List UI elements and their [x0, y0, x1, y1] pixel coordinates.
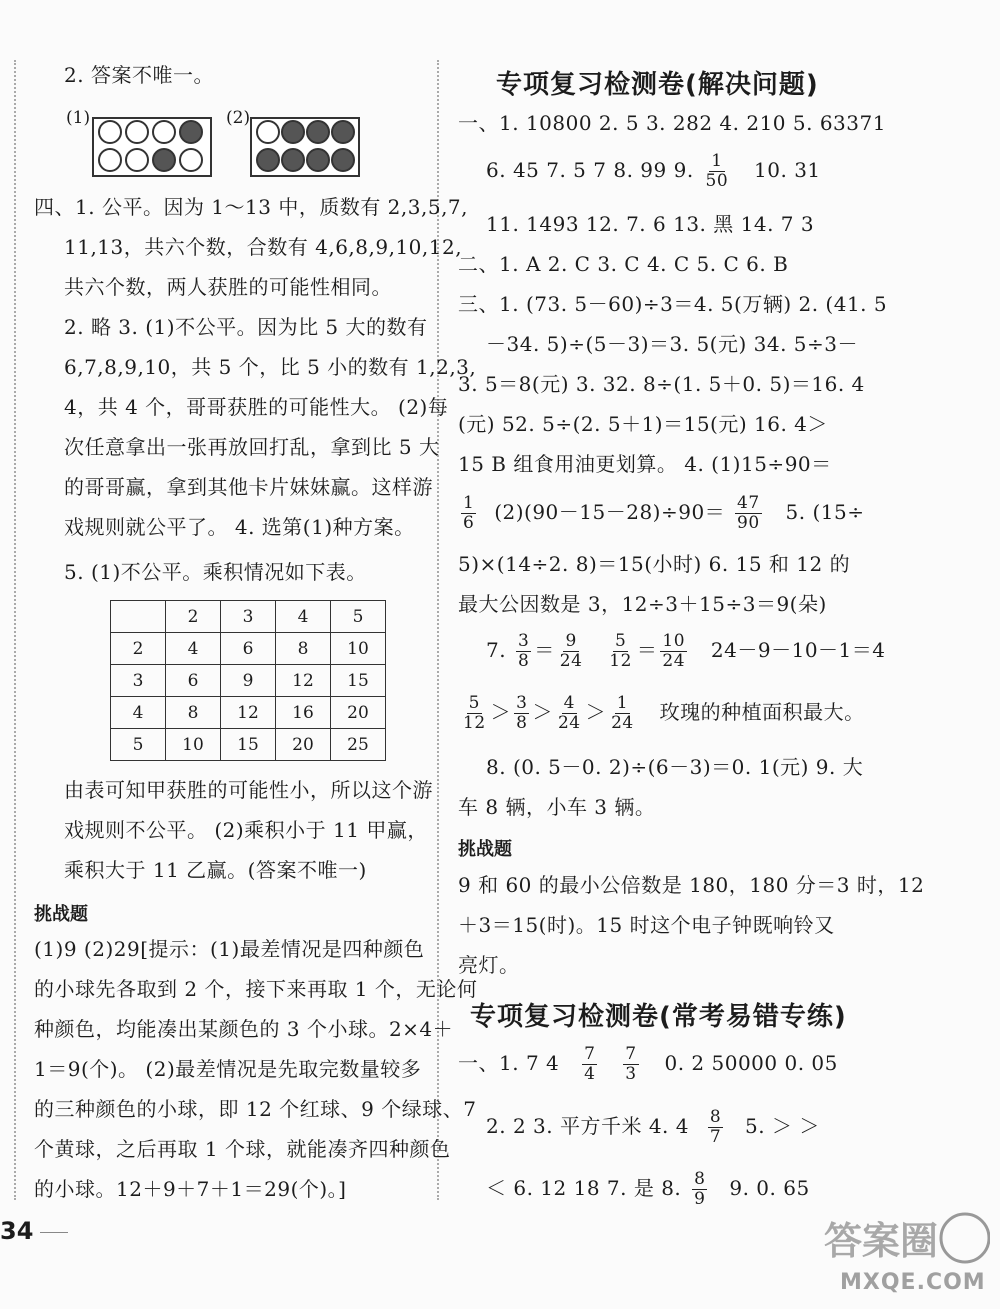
r-line-15: 8. (0. 5－0. 2)÷(6－3)＝0. 1(元) 9. 大 [486, 755, 864, 779]
fraction: $\frac{3}{8}$ [517, 631, 530, 671]
table-cell: 2 [111, 633, 166, 665]
svg-text:答案圈: 答案圈 [824, 1219, 939, 1263]
e2-text-b: 5. ＞ ＞ [745, 1114, 820, 1138]
section-4-line-10: 5. (1)不公平。乘积情况如下表。 [64, 560, 367, 584]
table-row [111, 697, 386, 729]
e1-text-b: 0. 2 50000 0. 05 [664, 1051, 838, 1075]
fraction: $\frac{3}{8}$ [516, 693, 528, 733]
challenge-line-3: 种颜色，均能凑出某颜色的 3 个小球。2×4＋ [34, 1017, 454, 1041]
fraction: $\frac{1}{6}$ [463, 493, 475, 533]
table-row [111, 665, 386, 697]
r-line-16: 车 8 辆，小车 3 辆。 [458, 795, 656, 819]
section-4-line-9: 戏规则就公平了。 4. 选第(1)种方案。 [64, 515, 415, 539]
white-ball [98, 120, 122, 144]
white-ball [125, 120, 149, 144]
table-cell: 8 [166, 697, 221, 729]
e-line-3 [486, 1170, 810, 1209]
e3-text-a: ＜ 6. 12 18 7. 是 8. [486, 1176, 682, 1200]
fraction: $\frac{7}{4}$ [584, 1044, 596, 1084]
section-title-problem-solving: 专项复习检测卷(解决问题) [496, 70, 819, 100]
white-ball [179, 148, 203, 172]
r2-text-a: 6. 45 7. 5 7 8. 99 9. [486, 158, 694, 182]
table-conclusion-3: 乘积大于 11 乙赢。(答案不唯一) [64, 858, 367, 882]
table-cell: 4 [111, 697, 166, 729]
black-ball [281, 120, 305, 144]
section-4-line-6: 4，共 4 个，哥哥获胜的可能性大。 (2)每 [64, 395, 449, 419]
page-number: 34 [0, 1217, 34, 1245]
r13-lead: 7. [486, 638, 507, 662]
product-table [110, 600, 386, 761]
fraction: $\frac{4}{24}$ [557, 693, 581, 733]
table-cell: 5 [111, 729, 166, 761]
e1-text-a: 一、1. 7 4 [458, 1051, 560, 1075]
section-4-line-7: 次任意拿出一张再放回打乱，拿到比 5 大 [64, 435, 440, 459]
fraction: $\frac{1}{24}$ [611, 693, 634, 733]
page-number-rule [40, 1232, 68, 1233]
black-ball [281, 148, 305, 172]
r-line-4: 二、1. A 2. C 3. C 4. C 5. C 6. B [458, 252, 789, 276]
table-cell: 6 [166, 665, 221, 697]
r-line-10 [458, 494, 865, 533]
option-1-label: (1) [66, 108, 91, 128]
fraction: $\frac{7}{3}$ [625, 1044, 637, 1084]
r-line-8: (元) 52. 5÷(2. 5＋1)＝15(元) 16. 4＞ [458, 412, 828, 436]
challenge-heading-right: 挑战题 [458, 839, 512, 860]
r14-tail: 玫瑰的种植面积最大。 [659, 700, 865, 724]
r10-text-a: (2)(90－15－28)÷90＝ [494, 500, 726, 524]
white-ball [98, 148, 122, 172]
table-cell: 15 [221, 729, 276, 761]
challenge-line-4: 1＝9(个)。 (2)最差情况是先取完数量较多 [34, 1057, 422, 1081]
challenge-line-5: 的三种颜色的小球，即 12 个红球、9 个绿球、7 [34, 1097, 477, 1121]
section-4-line-2: 11,13，共六个数，合数有 4,6,8,9,10,12, [64, 235, 463, 259]
r13-tail: 24－9－10－1＝4 [710, 638, 886, 662]
rc-line-2: ＋3＝15(时)。15 时这个电子钟既响铃又 [458, 913, 835, 937]
watermark-text: MXQE.COM [840, 1270, 986, 1295]
black-ball [179, 120, 203, 144]
table-cell: 3 [111, 665, 166, 697]
white-ball [256, 120, 280, 144]
r-line-1: 一、1. 10800 2. 5 3. 282 4. 210 5. 63371 [458, 111, 886, 135]
challenge-line-6: 个黄球，之后再取 1 个球，就能凑齐四种颜色 [34, 1137, 451, 1161]
r-line-3: 11. 1493 12. 7. 6 13. 黑 14. 7 3 [486, 212, 815, 236]
table-cell: 2 [166, 601, 221, 633]
table-conclusion-1: 由表可知甲获胜的可能性小，所以这个游 [64, 778, 433, 802]
challenge-line-2: 的小球先各取到 2 个，接下来再取 1 个，无论何 [34, 977, 478, 1001]
table-cell: 12 [276, 665, 331, 697]
table-cell: 10 [166, 729, 221, 761]
fraction: $\frac{10}{24}$ [662, 631, 686, 671]
r-line-12: 最大公因数是 3，12÷3＋15÷3＝9(朵) [458, 592, 827, 616]
black-ball [152, 148, 176, 172]
e-line-2 [486, 1108, 820, 1147]
table-cell: 6 [221, 633, 276, 665]
table-cell [111, 601, 166, 633]
table-cell: 8 [276, 633, 331, 665]
table-cell: 25 [331, 729, 386, 761]
white-ball [125, 148, 149, 172]
table-cell: 10 [331, 633, 386, 665]
r-line-13: 7. $\frac{3}{8}$ ＝ $\frac{9}{24}$ $\frac{5}{12}$ ＝ $\frac{10}{24}$ 24－9－10－1＝4 [486, 631, 886, 671]
fraction: $\frac{9}{24}$ [559, 631, 583, 671]
challenge-line-1: (1)9 (2)29[提示：(1)最差情况是四种颜色 [34, 937, 425, 961]
section-4-line-1: 四、1. 公平。因为 1～13 中，质数有 2,3,5,7, [34, 195, 469, 219]
challenge-heading-left: 挑战题 [34, 904, 88, 925]
r-line-2 [486, 152, 821, 191]
r-line-7: 3. 5＝8(元) 3. 32. 8÷(1. 5＋0. 5)＝16. 4 [458, 372, 865, 396]
section-4-line-5: 6,7,8,9,10，共 5 个，比 5 小的数有 1,2,3, [64, 355, 477, 379]
table-cell: 12 [221, 697, 276, 729]
r-line-11: 5)×(14÷2. 8)＝15(小时) 6. 15 和 12 的 [458, 552, 851, 576]
table-cell: 20 [276, 729, 331, 761]
watermark-logo [820, 1208, 990, 1303]
e-line-1 [458, 1045, 838, 1084]
table-row [111, 729, 386, 761]
black-ball [306, 120, 330, 144]
fraction: $\frac{1}{50}$ [705, 151, 729, 191]
black-ball [256, 148, 280, 172]
fraction: $\frac{8}{9}$ [694, 1169, 706, 1209]
table-cell: 20 [331, 697, 386, 729]
e2-text-a: 2. 2 3. 平方千米 4. 4 [486, 1114, 689, 1138]
fraction: $\frac{47}{90}$ [737, 493, 760, 533]
table-cell: 5 [331, 601, 386, 633]
black-ball [306, 148, 330, 172]
table-conclusion-2: 戏规则不公平。 (2)乘积小于 11 甲赢， [64, 818, 428, 842]
section-4-line-3: 共六个数，两人获胜的可能性相同。 [64, 275, 392, 299]
r-line-5: 三、1. (73. 5－60)÷3＝4. 5(万辆) 2. (41. 5 [458, 292, 888, 316]
section-title-common-errors: 专项复习检测卷(常考易错专练) [470, 1002, 847, 1032]
option-2-label: (2) [226, 108, 251, 128]
r-line-6: －34. 5)÷(5－3)＝3. 5(元) 34. 5÷3－ [486, 332, 859, 356]
black-ball [331, 148, 355, 172]
rc-line-1: 9 和 60 的最小公倍数是 180，180 分＝3 时，12 [458, 873, 925, 897]
r10-text-b: 5. (15÷ [785, 500, 865, 524]
fraction: $\frac{5}{12}$ [463, 693, 486, 733]
r-line-14: $\frac{5}{12}$ ＞ $\frac{3}{8}$ ＞ $\frac{4}{24}$ ＞ $\frac{1}{24}$ 玫瑰的种植面积最大。 [463, 693, 865, 733]
table-cell: 4 [276, 601, 331, 633]
challenge-line-7: 的小球。12＋9＋7＋1＝29(个)。] [34, 1177, 347, 1201]
rc-line-3: 亮灯。 [458, 953, 520, 977]
fraction: $\frac{5}{12}$ [609, 631, 632, 671]
e3-text-b: 9. 0. 65 [729, 1176, 810, 1200]
r-line-9: 15 B 组食用油更划算。 4. (1)15÷90＝ [458, 452, 832, 476]
r2-text-b: 10. 31 [754, 158, 821, 182]
table-cell: 15 [331, 665, 386, 697]
section-4-line-8: 的哥哥赢，拿到其他卡片妹妹赢。这样游 [64, 475, 433, 499]
table-cell: 9 [221, 665, 276, 697]
left-margin-line [14, 60, 16, 1200]
fraction: $\frac{8}{7}$ [709, 1107, 722, 1147]
table-row [111, 633, 386, 665]
answer-2: 2. 答案不唯一。 [64, 63, 214, 87]
table-cell: 3 [221, 601, 276, 633]
table-cell: 16 [276, 697, 331, 729]
black-ball [331, 120, 355, 144]
table-row [111, 601, 386, 633]
white-ball [152, 120, 176, 144]
section-4-line-4: 2. 略 3. (1)不公平。因为比 5 大的数有 [64, 315, 428, 339]
table-cell: 4 [166, 633, 221, 665]
